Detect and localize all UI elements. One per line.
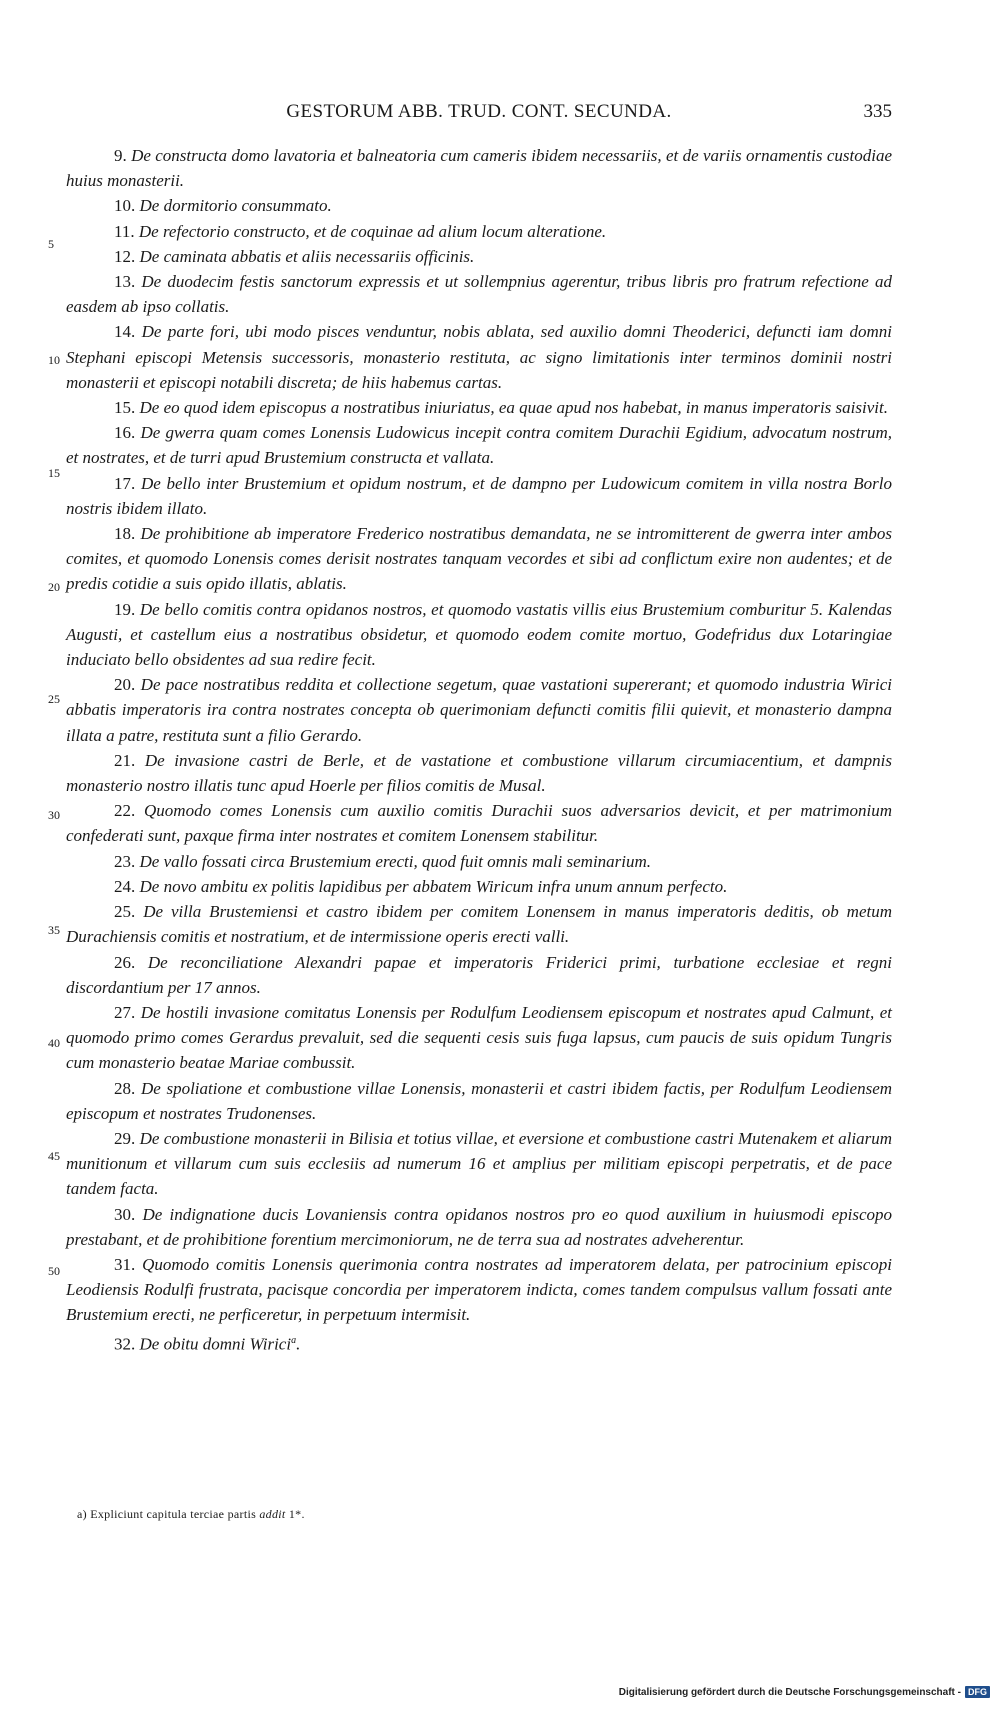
chapter-text: De villa Brustemiensi et castro ibidem per comitem Lonensem in manus imperatoris deditis, ob metum Durachiensis comitis et nostratium, et de intermissione operis erecti valli. [66,902,892,947]
chapter-text: De hostili invasione comitatus Lonensis per Rodulfum Leodiensem episcopum et nostrates apud Calmunt, et quomodo primo comes Gerardus prevaluit, sed die sequenti cesis suis fuga lapsus, cum paucis de suis opidum Tungris cum monasterio beatae Mariae combussit. [66,1002,892,1073]
chapter-entry [66,395,892,420]
chapter-end-punct: . [296,1334,301,1354]
chapter-text: De indignatione ducis Lovaniensis contra opidanos nostros pro eo quod auxilium in huiusmodi episcopo prestabant, et de prohibitione forentium mercimoniorum, ne de terra sua ad nostrates adveherentur. [66,1204,893,1249]
chapter-number: 25. [114,902,136,922]
chapter-number: 32. [114,1334,136,1354]
chapter-entry [66,1252,892,1328]
chapter-entry [66,244,892,269]
chapter-text: De spoliatione et combustione villae Lonensis, monasterii et castri ibidem factis, per Rodulfum Leodiensem episcopum et nostrates Trudonenses. [66,1078,893,1123]
chapter-number: 30. [114,1204,136,1224]
line-number: 30 [48,808,60,822]
footnote-reference: a [291,1334,297,1346]
chapter-entry [66,1076,892,1126]
chapter-entry [66,269,892,319]
chapter-entry [66,849,892,874]
line-number: 15 [48,466,60,480]
dfg-logo-icon: DFG [965,1686,990,1698]
chapter-text: De duodecim festis sanctorum expressis et ut sollempnius agerentur, tribus libris pro fratrum refectione ad easdem ab ipso collatis. [66,272,892,317]
chapter-entry [66,597,892,673]
footnote [77,1507,305,1522]
chapter-entry [66,748,892,798]
chapter-text: De vallo fossati circa Brustemium erecti, quod fuit omnis mali seminarium. [139,851,652,871]
line-number: 10 [48,353,60,367]
chapter-number: 13. [114,272,136,292]
chapter-entry [66,1202,892,1252]
chapter-entry [66,950,892,1000]
chapter-entry [66,319,892,395]
line-number: 25 [48,692,60,706]
chapter-text: De gwerra quam comes Lonensis Ludowicus incepit contra comitem Durachii Egidium, advocatum nostrum, et nostrates, et de turri apud Brustemium constructa et vallata. [66,423,892,468]
header-title: GESTORUM ABB. TRUD. CONT. SECUNDA. [286,101,672,122]
chapter-text: De constructa domo lavatoria et balneatoria cum cameris ibidem necessariis, et de variis ornamentis custodiae huius monasterii. [66,146,892,191]
chapter-text: De bello comitis contra opidanos nostros, et quomodo vastatis villis eius Brustemium comburitur 5. Kalendas Augusti, et castellum eius a nostratibus obsidetur, et quomodo eodem comite mortuo, Godefridus dux Lotaringiae induciato bello obsidentes ad sua redire fecit. [66,599,892,670]
chapter-number: 10. [114,196,136,216]
chapter-number: 26. [114,952,136,972]
chapter-number: 14. [114,322,136,342]
line-number: 35 [48,923,60,937]
chapter-number: 16. [114,423,136,443]
footnote-addit: addit [259,1507,286,1521]
chapter-entry [66,1328,892,1357]
chapter-number: 23. [114,851,136,871]
chapter-text: De invasione castri de Berle, et de vastatione et combustione villarum circumiacentium, et dampnis monasterio nostro illatis tunc apud Hoerle per filios comitis de Musal. [66,750,892,796]
chapter-entry [66,471,892,521]
chapter-number: 19. [114,599,136,619]
chapter-text: Quomodo comes Lonensis cum auxilio comitis Durachii suos adversarios devicit, et per matrimonium confederati sunt, paxque firma inter nostrates et comitem Lonensem stabilitur. [66,801,892,846]
running-header [66,101,892,127]
chapter-text: De obitu domni Wirici [139,1334,292,1354]
chapter-number: 29. [114,1128,136,1148]
chapter-text: De bello inter Brustemium et opidum nostrum, et de dampno per Ludowicum comitem in villa nostra Borlo nostris ibidem illato. [66,473,892,518]
footnote-source: 1*. [288,1507,305,1521]
chapter-text: Quomodo comitis Lonensis querimonia contra nostrates ad imperatorem delata, per patrocinium episcopi Leodiensis Rodulfi frustrata, pacisque concordia per imperatorem indicta, comes tandem compulsus vallum fossati ante Brustemium erecti, ne perficeretur, in perpetuum intermisit. [66,1254,892,1325]
chapter-number: 22. [114,801,136,821]
chapter-entry [66,1000,892,1076]
chapter-text: De pace nostratibus reddita et collectione segetum, quae vastationi supererant; et quomodo industria Wirici abbatis imperatoris ira contra nostrates concepta ob querimoniam defuncti comitis filii quievit, et monasterio dampna illata a patre, restituta sunt a filio Gerardo. [66,675,893,745]
line-number: 40 [48,1036,60,1050]
chapter-text: De reconciliatione Alexandri papae et imperatoris Friderici primi, turbatione ecclesiae et regni discordantium per 17 annos. [66,952,893,997]
chapter-entry [66,219,892,244]
chapter-entry [66,420,892,470]
chapter-entry [66,521,892,597]
chapter-number: 24. [114,876,136,896]
chapter-text: De refectorio constructo, et de coquinae ad alium locum alteratione. [138,221,607,241]
chapter-entry [66,874,892,899]
chapter-text: De caminata abbatis et aliis necessariis officinis. [139,246,475,266]
chapter-number: 11. [114,221,135,241]
line-number: 20 [48,580,60,594]
footer-text: Digitalisierung gefördert durch die Deutsche Forschungsgemeinschaft - [618,1686,961,1698]
chapter-text: De prohibitione ab imperatore Frederico nostratibus demandata, ne se intromitterent de gwerra inter ambos comites, et quomodo Lonensis comes derisit nostrates tanquam vecordes et sibi ad conflictum exire non audentes; et de predis cotidie a suis opido illatis, ablatis. [66,524,892,594]
chapter-number: 20. [114,675,136,695]
digitization-footer [619,1686,990,1698]
chapter-number: 28. [114,1078,136,1098]
chapter-entry [66,899,892,949]
chapter-number: 21. [114,750,136,770]
chapter-entry [66,193,892,218]
chapter-entry [66,143,892,193]
chapter-text: De parte fori, ubi modo pisces venduntur, nobis ablata, sed auxilio domni Theoderici, defuncti iam domni Stephani episcopi Metensis successoris, monasterio restituta, ac signo limitationis inter terminos dominii nostri monasterii et episcopi notabili discreta; de hiis habemus cartas. [66,322,893,392]
footnote-mark: a) [77,1507,87,1521]
chapter-number: 17. [114,473,136,493]
line-number: 45 [48,1149,60,1163]
chapter-number: 27. [114,1002,136,1022]
chapter-text: De dormitorio consummato. [139,196,332,216]
chapter-entry [66,798,892,848]
chapter-entry [66,672,892,748]
chapter-number: 15. [114,398,136,418]
line-number: 50 [48,1264,60,1278]
footnote-text: Expliciunt capitula terciae partis [90,1507,257,1521]
chapter-text: De novo ambitu ex politis lapidibus per abbatem Wiricum infra unum annum perfecto. [139,876,728,896]
chapter-number: 9. [114,146,127,165]
line-number: 5 [48,237,54,251]
chapter-list [66,143,892,1356]
chapter-text: De combustione monasterii in Bilisia et totius villae, et eversione et combustione castri Mutenakem et aliarum munitionum et villarum cum suis ecclesiis ad numerum 16 et amplius per militiam episcopi perpetratis, et de pace tandem facta. [66,1128,893,1199]
chapter-number: 18. [114,524,136,544]
chapter-number: 12. [114,246,136,266]
chapter-number: 31. [114,1254,136,1274]
chapter-text: De eo quod idem episcopus a nostratibus iniuriatus, ea quae apud nos habebat, in manus imperatoris saisivit. [139,398,888,418]
chapter-entry [66,1126,892,1202]
page-number: 335 [863,101,892,122]
